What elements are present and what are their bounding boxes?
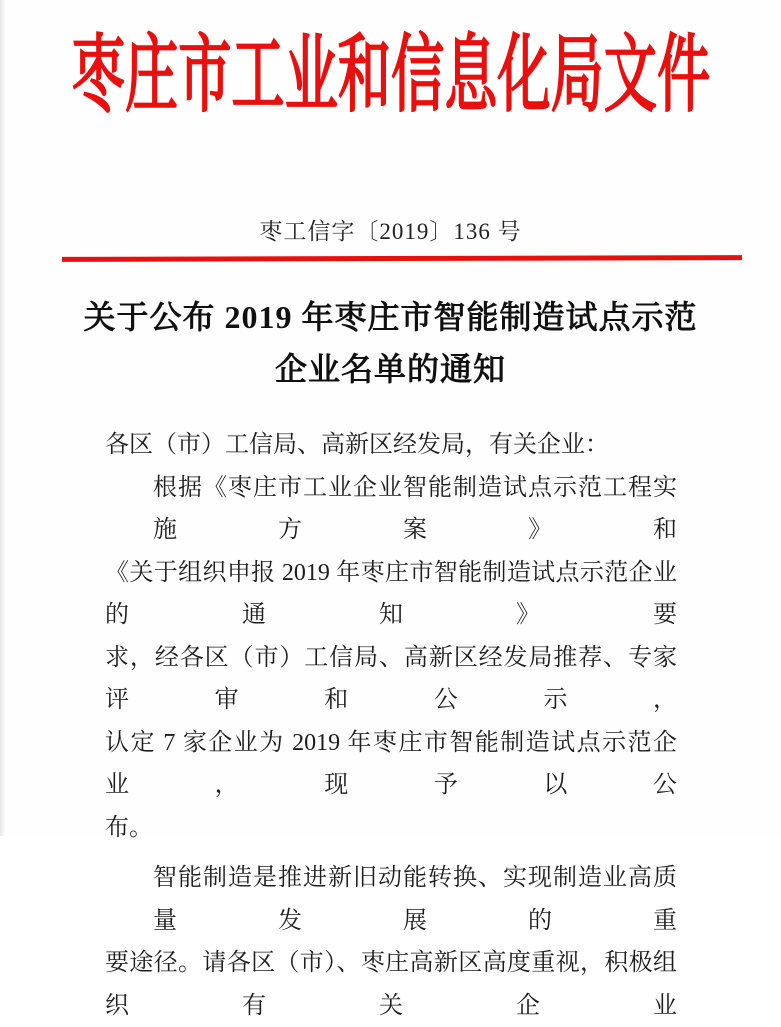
body-line: 智能制造是推进新旧动能转换、实现制造业高质量发展的重 [153,865,677,934]
red-divider-line [62,255,742,262]
document-reference-number: 枣工信字〔2019〕136 号 [259,219,522,244]
body-line: 要途径。请各区（市）、枣庄高新区高度重视，积极组织有关企业 [105,950,677,1019]
scan-edge-shadow [0,0,5,836]
document-title [0,291,781,395]
body-line: 《关于组织申报 2019 年枣庄市智能制造试点示范企业的通知》要 [105,559,677,628]
document-title-line-1: 关于公布 2019 年枣庄市智能制造试点示范 [83,299,698,335]
document-title-line-2: 企业名单的通知 [274,351,506,387]
agency-header-title: 枣庄市工业和信息化局文件 [71,29,710,124]
body-line: 认定 7 家企业为 2019 年枣庄市智能制造试点示范企业，现予以公 [105,729,677,798]
agency-red-header [0,16,781,122]
body-line: 求，经各区（市）工信局、高新区经发局推荐、专家评审和公示， [105,644,677,713]
body-line: 根据《枣庄市工业企业智能制造试点示范工程实施方案》和 [153,474,677,543]
body-line: 各区（市）工信局、高新区经发局，有关企业： [105,432,609,458]
document-body [105,424,677,1027]
body-line: 布。 [105,814,153,841]
